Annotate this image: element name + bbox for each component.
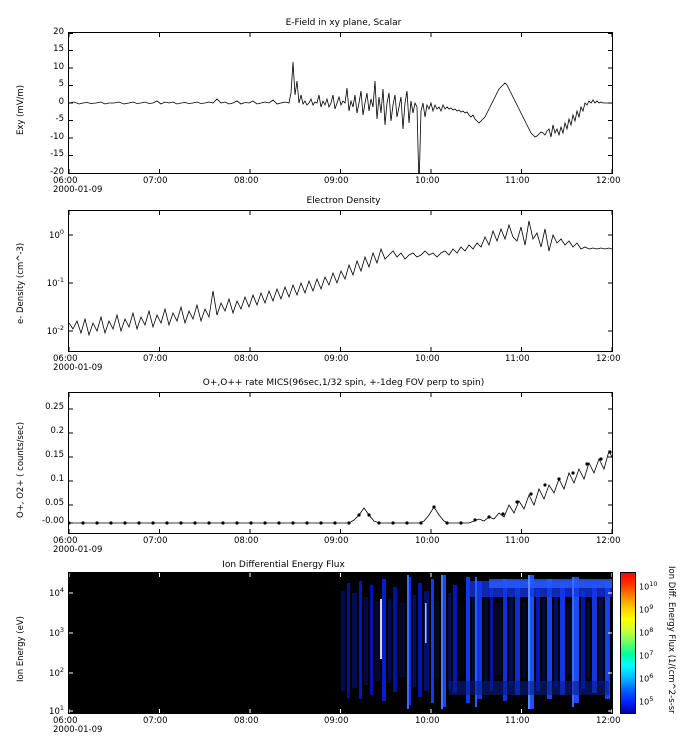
colorbar-tick: $10^9$ — [639, 603, 654, 615]
xtick: 12:00 — [596, 354, 621, 364]
xtick: 06:00 — [53, 176, 78, 186]
ytick: 0.25 — [45, 402, 64, 412]
ytick: -10 — [50, 132, 64, 142]
xtick: 10:00 — [415, 716, 440, 726]
xtick: 10:00 — [415, 536, 440, 546]
ion-rate-markers — [69, 450, 612, 524]
xtick: 12:00 — [596, 536, 621, 546]
colorbar-tick: $10^{10}$ — [639, 580, 658, 592]
xtick: 06:00 — [53, 536, 78, 546]
panel-ion-flux-ylabel: Ion Energy (eV) — [16, 616, 26, 682]
xtick: 11:00 — [505, 176, 530, 186]
date-label: 2000-01-09 — [53, 725, 103, 735]
ytick: 0.1 — [50, 474, 64, 484]
xtick: 06:00 — [53, 354, 78, 364]
xtick: 07:00 — [143, 354, 168, 364]
xtick: 07:00 — [143, 716, 168, 726]
colorbar-title: Ion Diff. Energy Flux (1/(cm^2-s-sr — [666, 566, 676, 714]
panel-electron-density-ylabel: e- Density (cm^-3) — [16, 242, 26, 324]
xtick: 09:00 — [324, 176, 349, 186]
ytick: $10^1$ — [49, 704, 64, 717]
colorbar-tick: $10^6$ — [639, 672, 654, 684]
panel-ion-flux-title: Ion Differential Energy Flux — [222, 560, 345, 570]
ytick: -0.00 — [42, 516, 64, 526]
xtick: 10:00 — [415, 354, 440, 364]
panel-ion-rate-ylabel: O+, O2+ ( counts/sec) — [16, 421, 26, 518]
xtick: 08:00 — [234, 536, 259, 546]
ytick: $10^2$ — [49, 666, 64, 679]
ytick: 0.05 — [45, 498, 64, 508]
xtick: 08:00 — [234, 716, 259, 726]
ytick: 5 — [58, 79, 64, 89]
ionrate-series-svg — [69, 393, 612, 533]
panel-ion-rate — [0, 378, 687, 568]
xtick: 11:00 — [505, 354, 530, 364]
xtick: 12:00 — [596, 716, 621, 726]
panel-electron-density-plot — [68, 210, 613, 352]
ytick: 15 — [53, 44, 64, 54]
xtick: 09:00 — [324, 354, 349, 364]
ytick: 0.15 — [45, 450, 64, 460]
colorbar-tick: $10^7$ — [639, 649, 654, 661]
xtick: 07:00 — [143, 176, 168, 186]
xtick: 11:00 — [505, 716, 530, 726]
ytick: $10^0$ — [49, 228, 64, 241]
colorbar-tick: $10^5$ — [639, 695, 654, 707]
colorbar — [620, 572, 636, 714]
panel-efield-ylabel: Exy (mV/m) — [16, 84, 26, 135]
ytick: $10^4$ — [49, 586, 64, 599]
ion-flux-spectrogram — [69, 573, 612, 713]
date-label: 2000-01-09 — [53, 185, 103, 195]
panel-efield-plot — [68, 32, 613, 174]
xtick: 06:00 — [53, 716, 78, 726]
efield-series-svg — [69, 33, 612, 173]
xtick: 12:00 — [596, 176, 621, 186]
panel-ion-flux-plot — [68, 572, 613, 714]
date-label: 2000-01-09 — [53, 545, 103, 555]
ytick: -20 — [50, 167, 64, 177]
xtick: 07:00 — [143, 536, 168, 546]
panel-electron-density — [0, 196, 687, 386]
xtick: 10:00 — [415, 176, 440, 186]
panel-efield — [0, 0, 687, 195]
ytick: 0.2 — [50, 426, 64, 436]
ytick: 0 — [58, 97, 64, 107]
panel-ion-rate-plot — [68, 392, 613, 534]
ytick: $10^{-1}$ — [46, 276, 64, 289]
xtick: 09:00 — [324, 536, 349, 546]
ytick: -5 — [55, 114, 64, 124]
xtick: 08:00 — [234, 176, 259, 186]
date-label: 2000-01-09 — [53, 363, 103, 373]
ytick: $10^{-2}$ — [46, 324, 64, 337]
panel-ion-flux — [0, 560, 687, 755]
panel-efield-title: E-Field in xy plane, Scalar — [285, 18, 402, 28]
ytick: 20 — [53, 27, 64, 37]
xtick: 08:00 — [234, 354, 259, 364]
ytick: $10^3$ — [49, 626, 64, 639]
xtick: 11:00 — [505, 536, 530, 546]
panel-electron-density-title: Electron Density — [306, 196, 381, 206]
panel-ion-rate-title: O+,O++ rate MICS(96sec,1/32 spin, +-1deg FOV perp to spin) — [202, 378, 485, 388]
ytick: -15 — [50, 149, 64, 159]
ytick: 10 — [53, 62, 64, 72]
edensity-series-svg — [69, 211, 612, 351]
xtick: 09:00 — [324, 716, 349, 726]
colorbar-tick: $10^8$ — [639, 626, 654, 638]
